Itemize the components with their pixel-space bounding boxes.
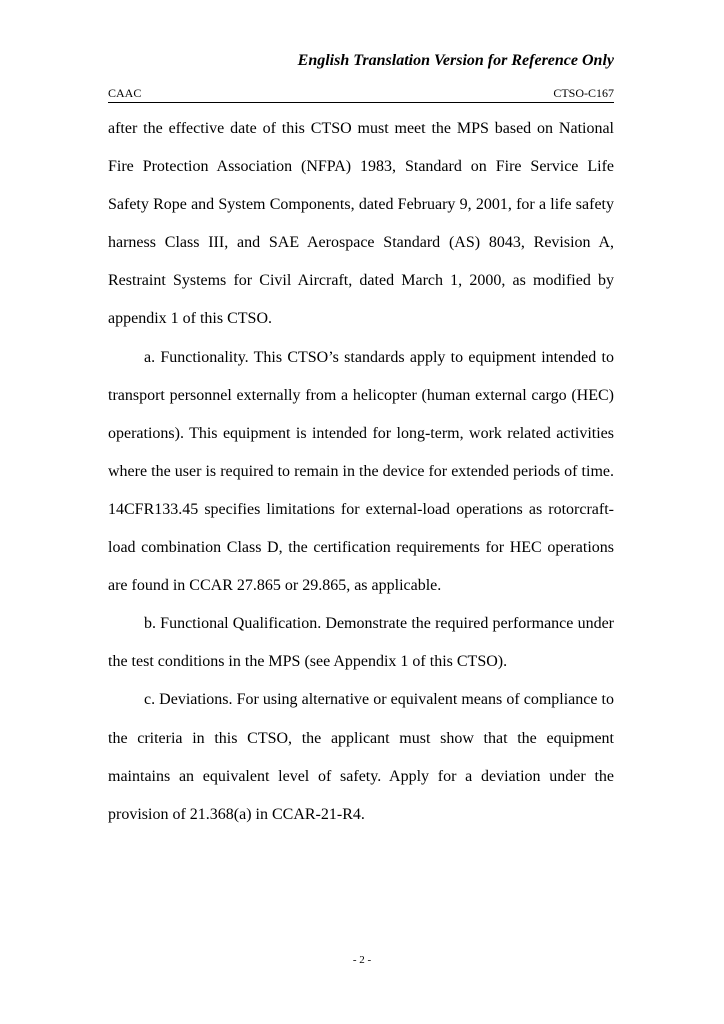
page-number: - 2 - bbox=[352, 954, 372, 966]
header-document-id: CTSO-C167 bbox=[553, 86, 614, 100]
paragraph-functional-qualification: b. Functional Qualification. Demonstrate the required performance under the test conditions in the MPS (see Appendix 1 of this CTSO). bbox=[108, 615, 614, 671]
paragraph-deviations: c. Deviations. For using alternative or equivalent means of compliance to the criteria in this CTSO, the applicant must show that the equipment maintains an equivalent level of safety. Apply for a deviation under the provision of 21.368(a) in CCAR-21-R4. bbox=[108, 691, 614, 823]
running-header bbox=[108, 86, 614, 103]
document-body bbox=[108, 110, 614, 834]
header-organization: CAAC bbox=[108, 86, 142, 100]
paragraph-functionality: a. Functionality. This CTSO’s standards apply to equipment intended to transport personnel externally from a helicopter (human external cargo (HEC) operations). This equipment is intended for long-term, work related activities where the user is required to remain in the device for extended periods of time. 14CFR133.45 specifies limitations for external-load operations as rotorcraft-load combination Class D, the certification requirements for HEC operations are found in CCAR 27.865 or 29.865, as applicable. bbox=[108, 348, 614, 595]
translation-notice-banner: English Translation Version for Reference Only bbox=[297, 52, 614, 69]
paragraph-continuation: after the effective date of this CTSO must meet the MPS based on National Fire Protection Association (NFPA) 1983, Standard on Fire Service Life Safety Rope and System Components, dated February 9, 2001, for a life safety harness Class III, and SAE Aerospace Standard (AS) 8043, Revision A, Restraint Systems for Civil Aircraft, dated March 1, 2000, as modified by appendix 1 of this CTSO. bbox=[108, 120, 614, 328]
